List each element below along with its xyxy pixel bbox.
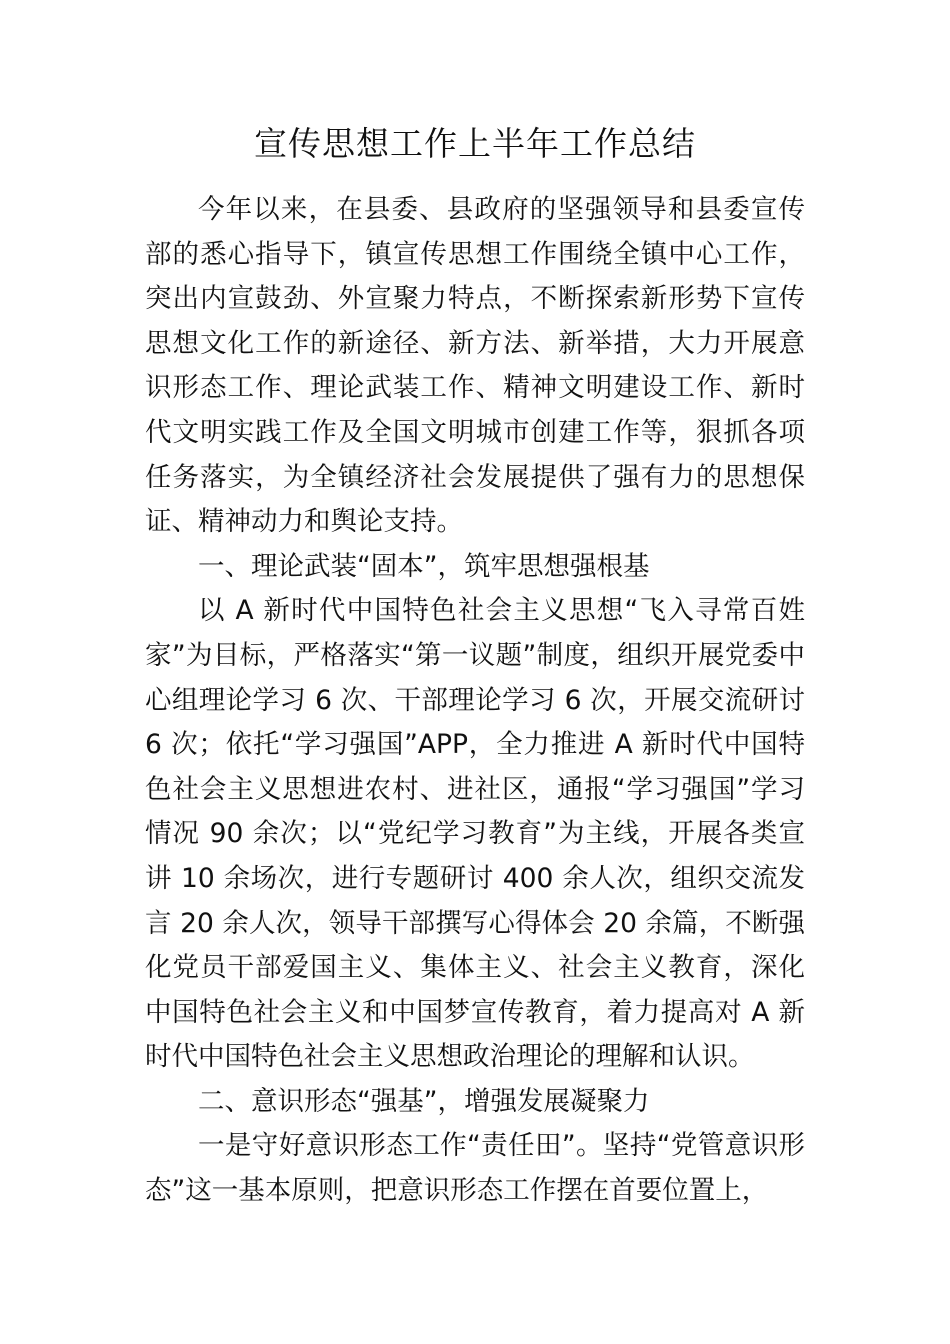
section-1-paragraph: 以 A 新时代中国特色社会主义思想“飞入寻常百姓家”为目标，严格落实“第一议题”制度，组织开展党委中心组理论学习 6 次、干部理论学习 6 次，开展交流研讨 6 次；依托“学习强国”APP，全力推进 A 新时代中国特色社会主义思想进农村、进社区，通报“学习强国”学习情况 90 余次；以“党纪学习教育”为主线，开展各类宣讲 10 余场次，进行专题研讨 400 余人次，组织交流发言 20 余人次，领导干部撰写心得体会 20 余篇，不断强化党员干部爱国主义、集体主义、社会主义教育，深化中国特色社会主义和中国梦宣传教育，着力提高对 A 新时代中国特色社会主义思想政治理论的理解和认识。 xyxy=(145,595,805,1073)
document-body xyxy=(145,188,805,1214)
section-2-paragraph: 一是守好意识形态工作“责任田”。坚持“党管意识形态”这一基本原则，把意识形态工作摆在首要位置上， xyxy=(145,1130,805,1207)
document-title: 宣传思想工作上半年工作总结 xyxy=(254,124,696,163)
section-2-heading: 二、意识形态“强基”，增强发展凝聚力 xyxy=(198,1085,650,1117)
section-1-heading: 一、理论武装“固本”，筑牢思想强根基 xyxy=(198,550,650,582)
intro-paragraph: 今年以来，在县委、县政府的坚强领导和县委宣传部的悉心指导下，镇宣传思想工作围绕全镇中心工作，突出内宣鼓劲、外宣聚力特点，不断探索新形势下宣传思想文化工作的新途径、新方法、新举措，大力开展意识形态工作、理论武装工作、精神文明建设工作、新时代文明实践工作及全国文明城市创建工作等，狠抓各项任务落实，为全镇经济社会发展提供了强有力的思想保证、精神动力和舆论支持。 xyxy=(145,194,805,538)
